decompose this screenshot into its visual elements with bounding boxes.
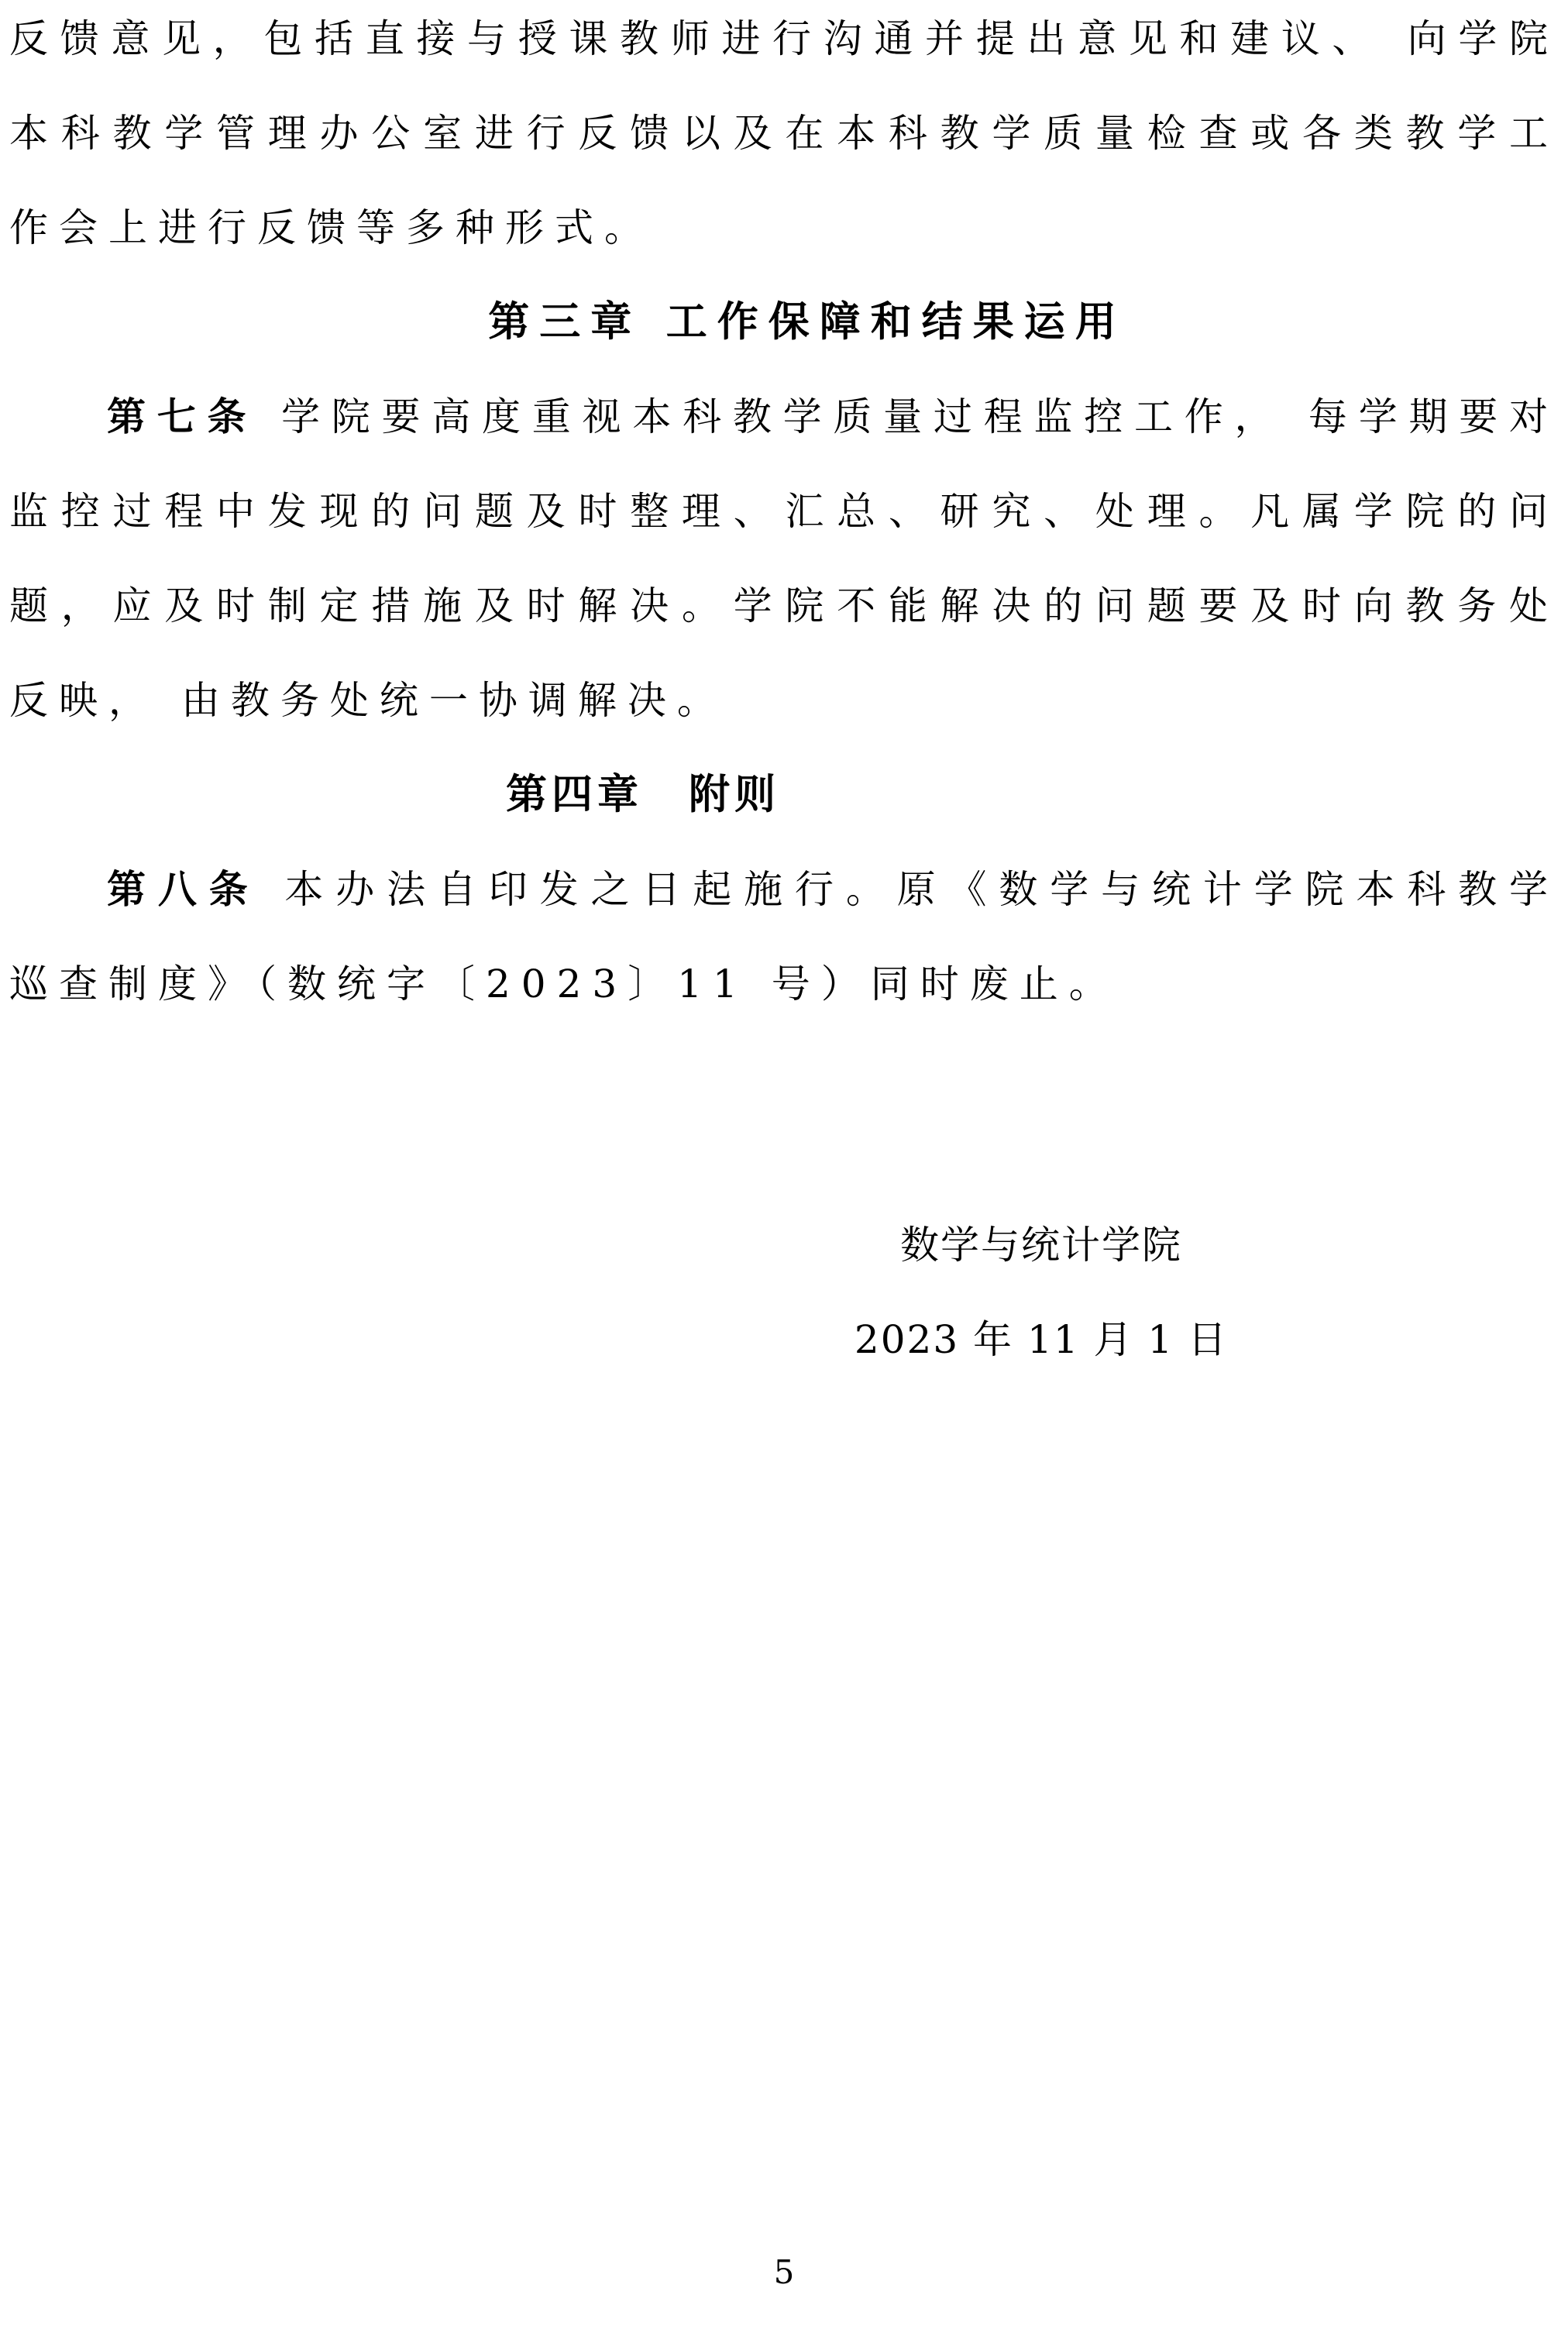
page-number: 5 xyxy=(773,2253,795,2291)
article-7-term: 第七条 xyxy=(107,394,258,439)
article-8-line-1-text: 本办法自印发之日起施行。原《数学与统计学院本科教学 xyxy=(260,867,1559,912)
article-7-line-4: 反映， 由教务处统一协调解决。 xyxy=(9,678,727,723)
chapter-3-heading: 第三章 工作保障和结果运用 xyxy=(488,298,1126,346)
continuation-line-3: 作会上进行反馈等多种形式。 xyxy=(9,205,654,250)
article-8-line-2: 巡查制度》（数统字〔2023〕11 号）同时废止。 xyxy=(9,962,1119,1006)
continuation-line-2: 本科教学管理办公室进行反馈以及在本科教学质量检查或各类教学工 xyxy=(9,111,1559,156)
signature-date: 2023 年 11 月 1 日 xyxy=(854,1317,1229,1362)
article-8-line-1 xyxy=(9,842,1559,937)
signature-org: 数学与统计学院 xyxy=(900,1223,1182,1268)
article-7-line-1-text: 学院要高度重视本科教学质量过程监控工作， 每学期要对 xyxy=(257,394,1559,439)
chapter-4-heading: 第四章 附则 xyxy=(506,771,780,818)
article-7-line-1 xyxy=(9,370,1559,464)
article-8-term: 第八条 xyxy=(107,866,260,912)
signature-block xyxy=(786,1198,1297,1387)
continuation-line-1: 反馈意见，包括直接与授课教师进行沟通并提出意见和建议、 向学院 xyxy=(9,16,1559,61)
article-7-line-3: 题，应及时制定措施及时解决。学院不能解决的问题要及时向教务处 xyxy=(9,583,1559,628)
article-7-line-2: 监控过程中发现的问题及时整理、汇总、研究、处理。凡属学院的问 xyxy=(9,489,1559,534)
